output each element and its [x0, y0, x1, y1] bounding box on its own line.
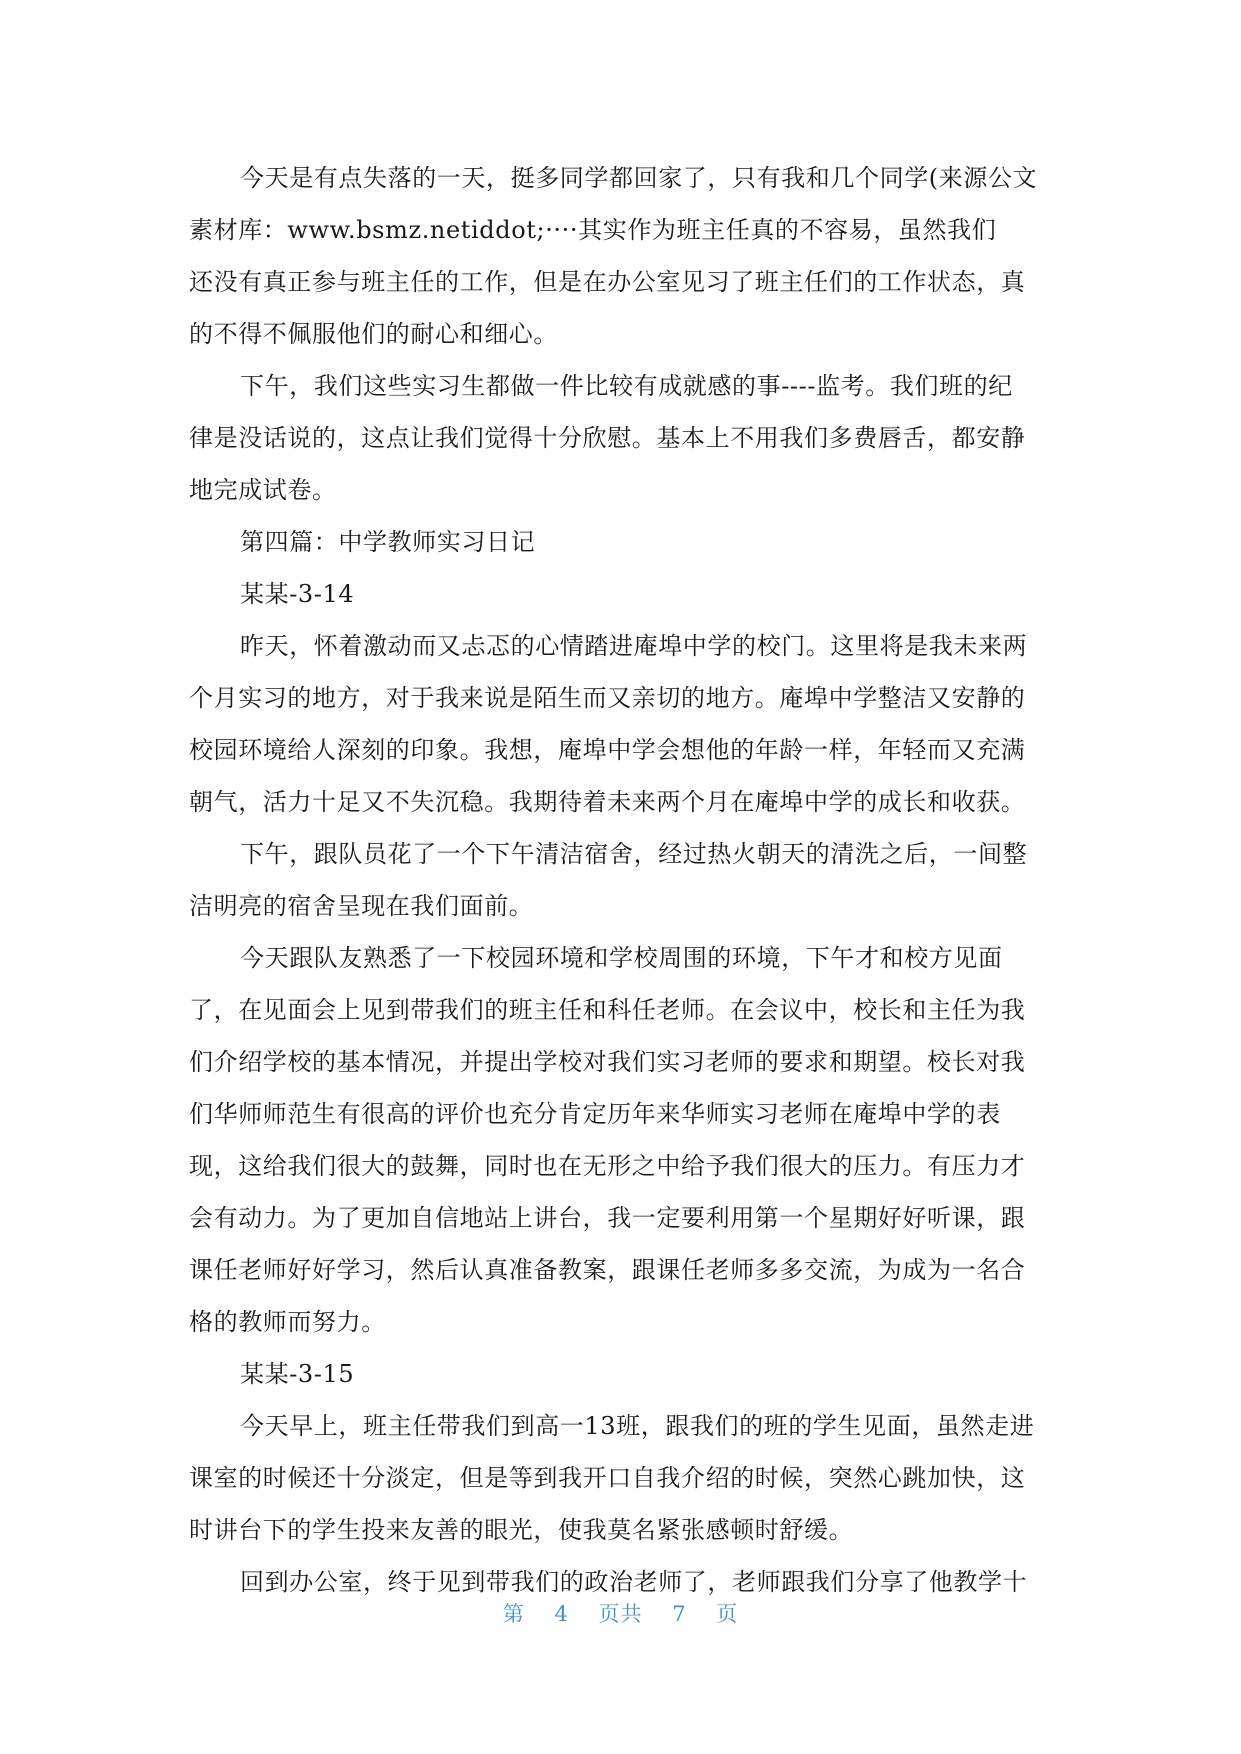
- paragraph-line: 今天是有点失落的一天，挺多同学都回家了，只有我和几个同学(来源公文: [240, 164, 1038, 192]
- paragraph-line: 今天跟队友熟悉了一下校园环境和学校周围的环境，下午才和校方见面: [240, 944, 1003, 972]
- diary-date: 某某-3-14: [240, 580, 355, 608]
- paragraph-line: 回到办公室，终于见到带我们的政治老师了，老师跟我们分享了他教学十: [240, 1568, 1028, 1596]
- paragraph-line: 今天早上，班主任带我们到高一13班，跟我们的班的学生见面，虽然走进: [240, 1412, 1035, 1440]
- paragraph-5: [189, 932, 1059, 1348]
- paragraph-2: [189, 360, 1059, 516]
- paragraph-1: [189, 152, 1059, 360]
- paragraph-line: 格的教师而努力。: [189, 1308, 386, 1336]
- paragraph-3: [189, 620, 1059, 828]
- paragraph-line: 课任老师好好学习，然后认真准备教案，跟课任老师多多交流，为成为一名合: [189, 1256, 1026, 1284]
- diary-date-1: [189, 568, 1059, 620]
- paragraph-line: 下午，跟队员花了一个下午清洁宿舍，经过热火朝天的清洗之后，一间整: [240, 840, 1028, 868]
- paragraph-line: 昨天，怀着激动而又忐忑的心情踏进庵埠中学的校门。这里将是我未来两: [240, 632, 1028, 660]
- paragraph-line: 素材库：www.bsmz.netiddot;····其实作为班主任真的不容易，虽然我们: [189, 216, 997, 244]
- paragraph-line: 们华师师范生有很高的评价也充分肯定历年来华师实习老师在庵埠中学的表: [189, 1100, 1001, 1128]
- paragraph-line: 还没有真正参与班主任的工作，但是在办公室见习了班主任们的工作状态，真: [189, 268, 1026, 296]
- paragraph-line: 朝气，活力十足又不失沉稳。我期待着未来两个月在庵埠中学的成长和收获。: [189, 788, 1026, 816]
- paragraph-4: [189, 828, 1059, 932]
- section-heading: [189, 516, 1059, 568]
- footer-middle: 页共: [598, 1602, 643, 1626]
- total-page-count: 7: [672, 1602, 687, 1626]
- paragraph-line: 下午，我们这些实习生都做一件比较有成就感的事----监考。我们班的纪: [240, 372, 1013, 400]
- paragraph-line: 会有动力。为了更加自信地站上讲台，我一定要利用第一个星期好好听课，跟: [189, 1204, 1026, 1232]
- paragraph-line: 现，这给我们很大的鼓舞，同时也在无形之中给予我们很大的压力。有压力才: [189, 1152, 1026, 1180]
- footer-prefix: 第: [502, 1602, 525, 1626]
- footer-suffix: 页: [716, 1602, 739, 1626]
- document-body: [189, 152, 1059, 1608]
- paragraph-line: 的不得不佩服他们的耐心和细心。: [189, 320, 558, 348]
- diary-date: 某某-3-15: [240, 1360, 355, 1388]
- paragraph-line: 了，在见面会上见到带我们的班主任和科任老师。在会议中，校长和主任为我: [189, 996, 1026, 1024]
- paragraph-line: 个月实习的地方，对于我来说是陌生而又亲切的地方。庵埠中学整洁又安静的: [189, 684, 1026, 712]
- paragraph-line: 律是没话说的，这点让我们觉得十分欣慰。基本上不用我们多费唇舌，都安静: [189, 424, 1026, 452]
- paragraph-line: 们介绍学校的基本情况，并提出学校对我们实习老师的要求和期望。校长对我: [189, 1048, 1026, 1076]
- section-title: 第四篇：中学教师实习日记: [240, 528, 536, 556]
- paragraph-line: 洁明亮的宿舍呈现在我们面前。: [189, 892, 534, 920]
- paragraph-line: 时讲台下的学生投来友善的眼光，使我莫名紧张感顿时舒缓。: [189, 1516, 854, 1544]
- page-footer: [0, 1598, 1241, 1628]
- paragraph-6: [189, 1400, 1059, 1556]
- current-page-number: 4: [554, 1602, 569, 1626]
- diary-date-2: [189, 1348, 1059, 1400]
- paragraph-line: 课室的时候还十分淡定，但是等到我开口自我介绍的时候，突然心跳加快，这: [189, 1464, 1026, 1492]
- paragraph-line: 校园环境给人深刻的印象。我想，庵埠中学会想他的年龄一样，年轻而又充满: [189, 736, 1026, 764]
- paragraph-line: 地完成试卷。: [189, 476, 337, 504]
